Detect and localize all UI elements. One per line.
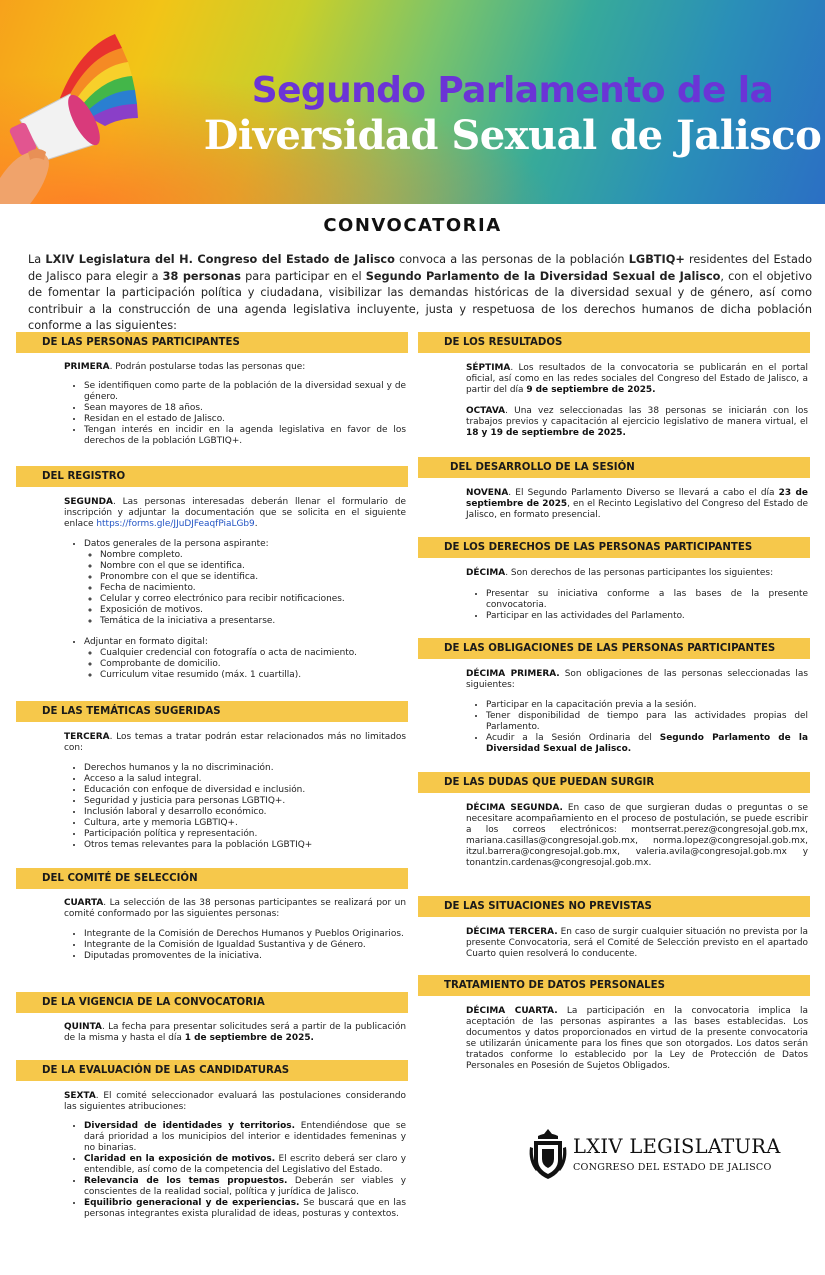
list-item: • Relevancia de los temas propuestos. Deberán ser viables y conscientes de la realidad social, política y jurídica de Jalisco. [84, 1176, 406, 1198]
list-item: ◦ Nombre completo. [100, 550, 406, 561]
section-heading: DE LAS PERSONAS PARTICIPANTES [16, 332, 408, 353]
list-item: • Presentar su iniciativa conforme a las bases de la presente convocatoria. [486, 589, 808, 611]
list-item: • Sean mayores de 18 años. [84, 403, 406, 414]
list-item: • Inclusión laboral y desarrollo económico. [84, 807, 406, 818]
section-heading: DE LA VIGENCIA DE LA CONVOCATORIA [16, 992, 408, 1013]
left-column [16, 332, 408, 1220]
section-heading: DEL COMITÉ DE SELECCIÓN [16, 868, 408, 889]
section-heading: DE LOS DERECHOS DE LAS PERSONAS PARTICIPANTES [418, 537, 810, 558]
section-resultados [418, 332, 810, 457]
section-evaluacion [16, 1060, 408, 1220]
section-lead: DÉCIMA SEGUNDA. En caso de que surgieran dudas o preguntas o se necesitare acompañamiento en el proceso de postulación, se puede escribir a los correos electrónicos: montserrat.perez@congresojal.gob.mx, mariana.casillas@congresojal.gob.mx, norma.lopez@congresojal.gob.mx, itzul.barrera@congresojal.gob.mx, valeria.avila@congresojal.gob.mx y tonantzin.cardenas@congresojal.gob.mx. [466, 803, 808, 868]
list-item: • Otros temas relevantes para la población LGBTIQ+ [84, 840, 406, 851]
section-lead: OCTAVA. Una vez seleccionadas las 38 personas se iniciarán con los trabajos previos y capacitación al ejercicio legislativo de manera virtual, el 18 y 19 de septiembre de 2025. [466, 406, 808, 438]
right-column [418, 332, 810, 1072]
section-datos-personales [418, 975, 810, 1072]
list-item: • Residan en el estado de Jalisco. [84, 414, 406, 425]
list-item: • Acudir a la Sesión Ordinaria del Segundo Parlamento de la Diversidad Sexual de Jalisco. [486, 733, 808, 755]
section-tematicas [16, 701, 408, 868]
list-item: • Participar en las actividades del Parlamento. [486, 611, 808, 622]
section-lead: DÉCIMA CUARTA. La participación en la convocatoria implica la aceptación de las personas aspirantes a las bases establecidas. Los documentos y datos proporcionados en virtud de la presente convocatoria se utilizarán únicamente para los fines que son otorgados. Los datos serán tratados conforme lo establecido por la Ley de Protección de Datos Personales en Posesión de Sujetos Obligados. [466, 1006, 808, 1071]
list-item: • Derechos humanos y la no discriminación. [84, 763, 406, 774]
section-heading: DE LAS DUDAS QUE PUEDAN SURGIR [418, 772, 810, 793]
list-item: ◦ Celular y correo electrónico para recibir notificaciones. [100, 594, 406, 605]
list-item: • Participación política y representación. [84, 829, 406, 840]
section-no-previstas [418, 896, 810, 975]
legislatura-logo [526, 1127, 781, 1185]
convocatoria-title: CONVOCATORIA [323, 215, 502, 236]
coat-of-arms-icon [528, 1127, 568, 1183]
list-item: • Tengan interés en incidir en la agenda legislativa en favor de los derechos de la población LGBTIQ+. [84, 425, 406, 447]
list-item: ◦ Comprobante de domicilio. [100, 659, 406, 670]
section-comite [16, 868, 408, 992]
section-heading: DE LOS RESULTADOS [418, 332, 810, 353]
list-item: ◦ Curriculum vitae resumido (máx. 1 cuartilla). [100, 670, 406, 681]
section-heading: DE LAS SITUACIONES NO PREVISTAS [418, 896, 810, 917]
section-vigencia [16, 992, 408, 1060]
list-item: • Diversidad de identidades y territorios. Entendiéndose que se dará prioridad a los municipios del interior e identidades femeninas y no binarias. [84, 1121, 406, 1154]
section-heading: DE LAS TEMÁTICAS SUGERIDAS [16, 701, 408, 722]
section-heading: DEL DESARROLLO DE LA SESIÓN [418, 457, 810, 478]
section-desarrollo [418, 457, 810, 537]
list-item: • Se identifiquen como parte de la población de la diversidad sexual y de género. [84, 381, 406, 403]
list-item: • Adjuntar en formato digital: ◦ Cualquier credencial con fotografía o acta de nacimiento. ◦ Comprobante de domicilio. ◦ Curriculum vitae resumido (máx. 1 cuartilla). [84, 637, 406, 681]
list-item: • Participar en la capacitación previa a la sesión. [486, 700, 808, 711]
section-lead: QUINTA. La fecha para presentar solicitudes será a partir de la publicación de la misma y hasta el día 1 de septiembre de 2025. [64, 1022, 406, 1043]
section-lead: SEXTA. El comité seleccionador evaluará las postulaciones considerando las siguientes atribuciones: [64, 1091, 406, 1112]
title-line-1: Segundo Parlamento de la [251, 70, 774, 111]
logo-subtitle: CONGRESO DEL ESTADO DE JALISCO [573, 1162, 772, 1173]
header-banner [0, 0, 825, 204]
section-lead: PRIMERA. Podrán postularse todas las personas que: [64, 362, 306, 372]
list-item: ◦ Nombre con el que se identifica. [100, 561, 406, 572]
list-item: ◦ Temática de la iniciativa a presentarse. [100, 616, 406, 627]
section-heading: DE LA EVALUACIÓN DE LAS CANDIDATURAS [16, 1060, 408, 1081]
section-participantes [16, 332, 408, 466]
list-item: • Cultura, arte y memoria LGBTIQ+. [84, 818, 406, 829]
intro-paragraph: La LXIV Legislatura del H. Congreso del Estado de Jalisco convoca a las personas de la población LGBTIQ+ residentes del Estado de Jalisco para elegir a 38 personas para participar en el Segundo Parlamento de la Diversidad Sexual de Jalisco, con el objetivo de fomentar la participación política y ciudadana, visibilizar las demandas históricas de la diversidad sexual y de género, así como contribuir a la construcción de una agenda legislativa incluyente, justa y respetuosa de los derechos humanos de dicha población conforme a las siguientes: [28, 253, 812, 332]
title-line-2: Diversidad Sexual de Jalisco [203, 112, 822, 159]
list-item: ◦ Cualquier credencial con fotografía o acta de nacimiento. [100, 648, 406, 659]
section-obligaciones [418, 638, 810, 772]
section-lead: TERCERA. Los temas a tratar podrán estar relacionados más no limitados con: [64, 732, 406, 753]
list-item: • Integrante de la Comisión de Igualdad Sustantiva y de Género. [84, 940, 406, 951]
section-lead: CUARTA. La selección de las 38 personas participantes se realizará por un comité conformado por las siguientes personas: [64, 898, 406, 919]
list-item: ◦ Exposición de motivos. [100, 605, 406, 616]
section-lead: SÉPTIMA. Los resultados de la convocatoria se publicarán en el portal oficial, así como en las redes sociales del Congreso del Estado de Jalisco, a partir del día 9 de septiembre de 2025. [466, 363, 808, 395]
section-heading: DEL REGISTRO [16, 466, 408, 487]
section-lead: DÉCIMA TERCERA. En caso de surgir cualquier situación no prevista por la presente Convocatoria, será el Comité de Selección previsto en el apartado Cuarto quien resolverá lo conducente. [466, 927, 808, 959]
list-item: • Claridad en la exposición de motivos. El escrito deberá ser claro y entendible, así como de la competencia del Legislativo del Estado. [84, 1154, 406, 1176]
list-item: ◦ Fecha de nacimiento. [100, 583, 406, 594]
section-lead: DÉCIMA PRIMERA. Son obligaciones de las personas seleccionadas las siguientes: [466, 669, 808, 690]
section-registro [16, 466, 408, 701]
logo-title: LXIV LEGISLATURA [573, 1135, 781, 1158]
list-item: • Datos generales de la persona aspirante: ◦ Nombre completo. ◦ Nombre con el que se identifica. ◦ Pronombre con el que se identifica. ◦ Fecha de nacimiento. ◦ Celular y correo electrónico para recibir notificaciones. ◦ Exposición de motivos. ◦ Temática de la iniciativa a presentarse. [84, 539, 406, 627]
list-item: • Diputadas promoventes de la iniciativa. [84, 951, 406, 962]
section-lead: SEGUNDA. Las personas interesadas deberán llenar el formulario de inscripción y adjuntar la documentación que se solicita en el siguiente enlace https://forms.gle/JJuDJFeaqfPiaLGb9. [64, 497, 406, 529]
section-lead: NOVENA. El Segundo Parlamento Diverso se llevará a cabo el día 23 de septiembre de 2025, en el Recinto Legislativo del Congreso del Estado de Jalisco, en formato presencial. [466, 488, 808, 520]
list-item: • Acceso a la salud integral. [84, 774, 406, 785]
section-heading: TRATAMIENTO DE DATOS PERSONALES [418, 975, 810, 996]
section-heading: DE LAS OBLIGACIONES DE LAS PERSONAS PARTICIPANTES [418, 638, 810, 659]
list-item: ◦ Pronombre con el que se identifica. [100, 572, 406, 583]
form-link[interactable]: https://forms.gle/JJuDJFeaqfPiaLGb9 [96, 519, 255, 529]
list-item: • Seguridad y justicia para personas LGBTIQ+. [84, 796, 406, 807]
list-item: • Educación con enfoque de diversidad e inclusión. [84, 785, 406, 796]
list-item: • Equilibrio generacional y de experiencias. Se buscará que en las personas integrantes exista pluralidad de ideas, posturas y contextos. [84, 1198, 406, 1220]
section-derechos [418, 537, 810, 638]
list-item: • Tener disponibilidad de tiempo para las actividades propias del Parlamento. [486, 711, 808, 733]
section-lead: DÉCIMA. Son derechos de las personas participantes los siguientes: [466, 568, 774, 578]
section-dudas [418, 772, 810, 896]
list-item: • Integrante de la Comisión de Derechos Humanos y Pueblos Originarios. [84, 929, 406, 940]
